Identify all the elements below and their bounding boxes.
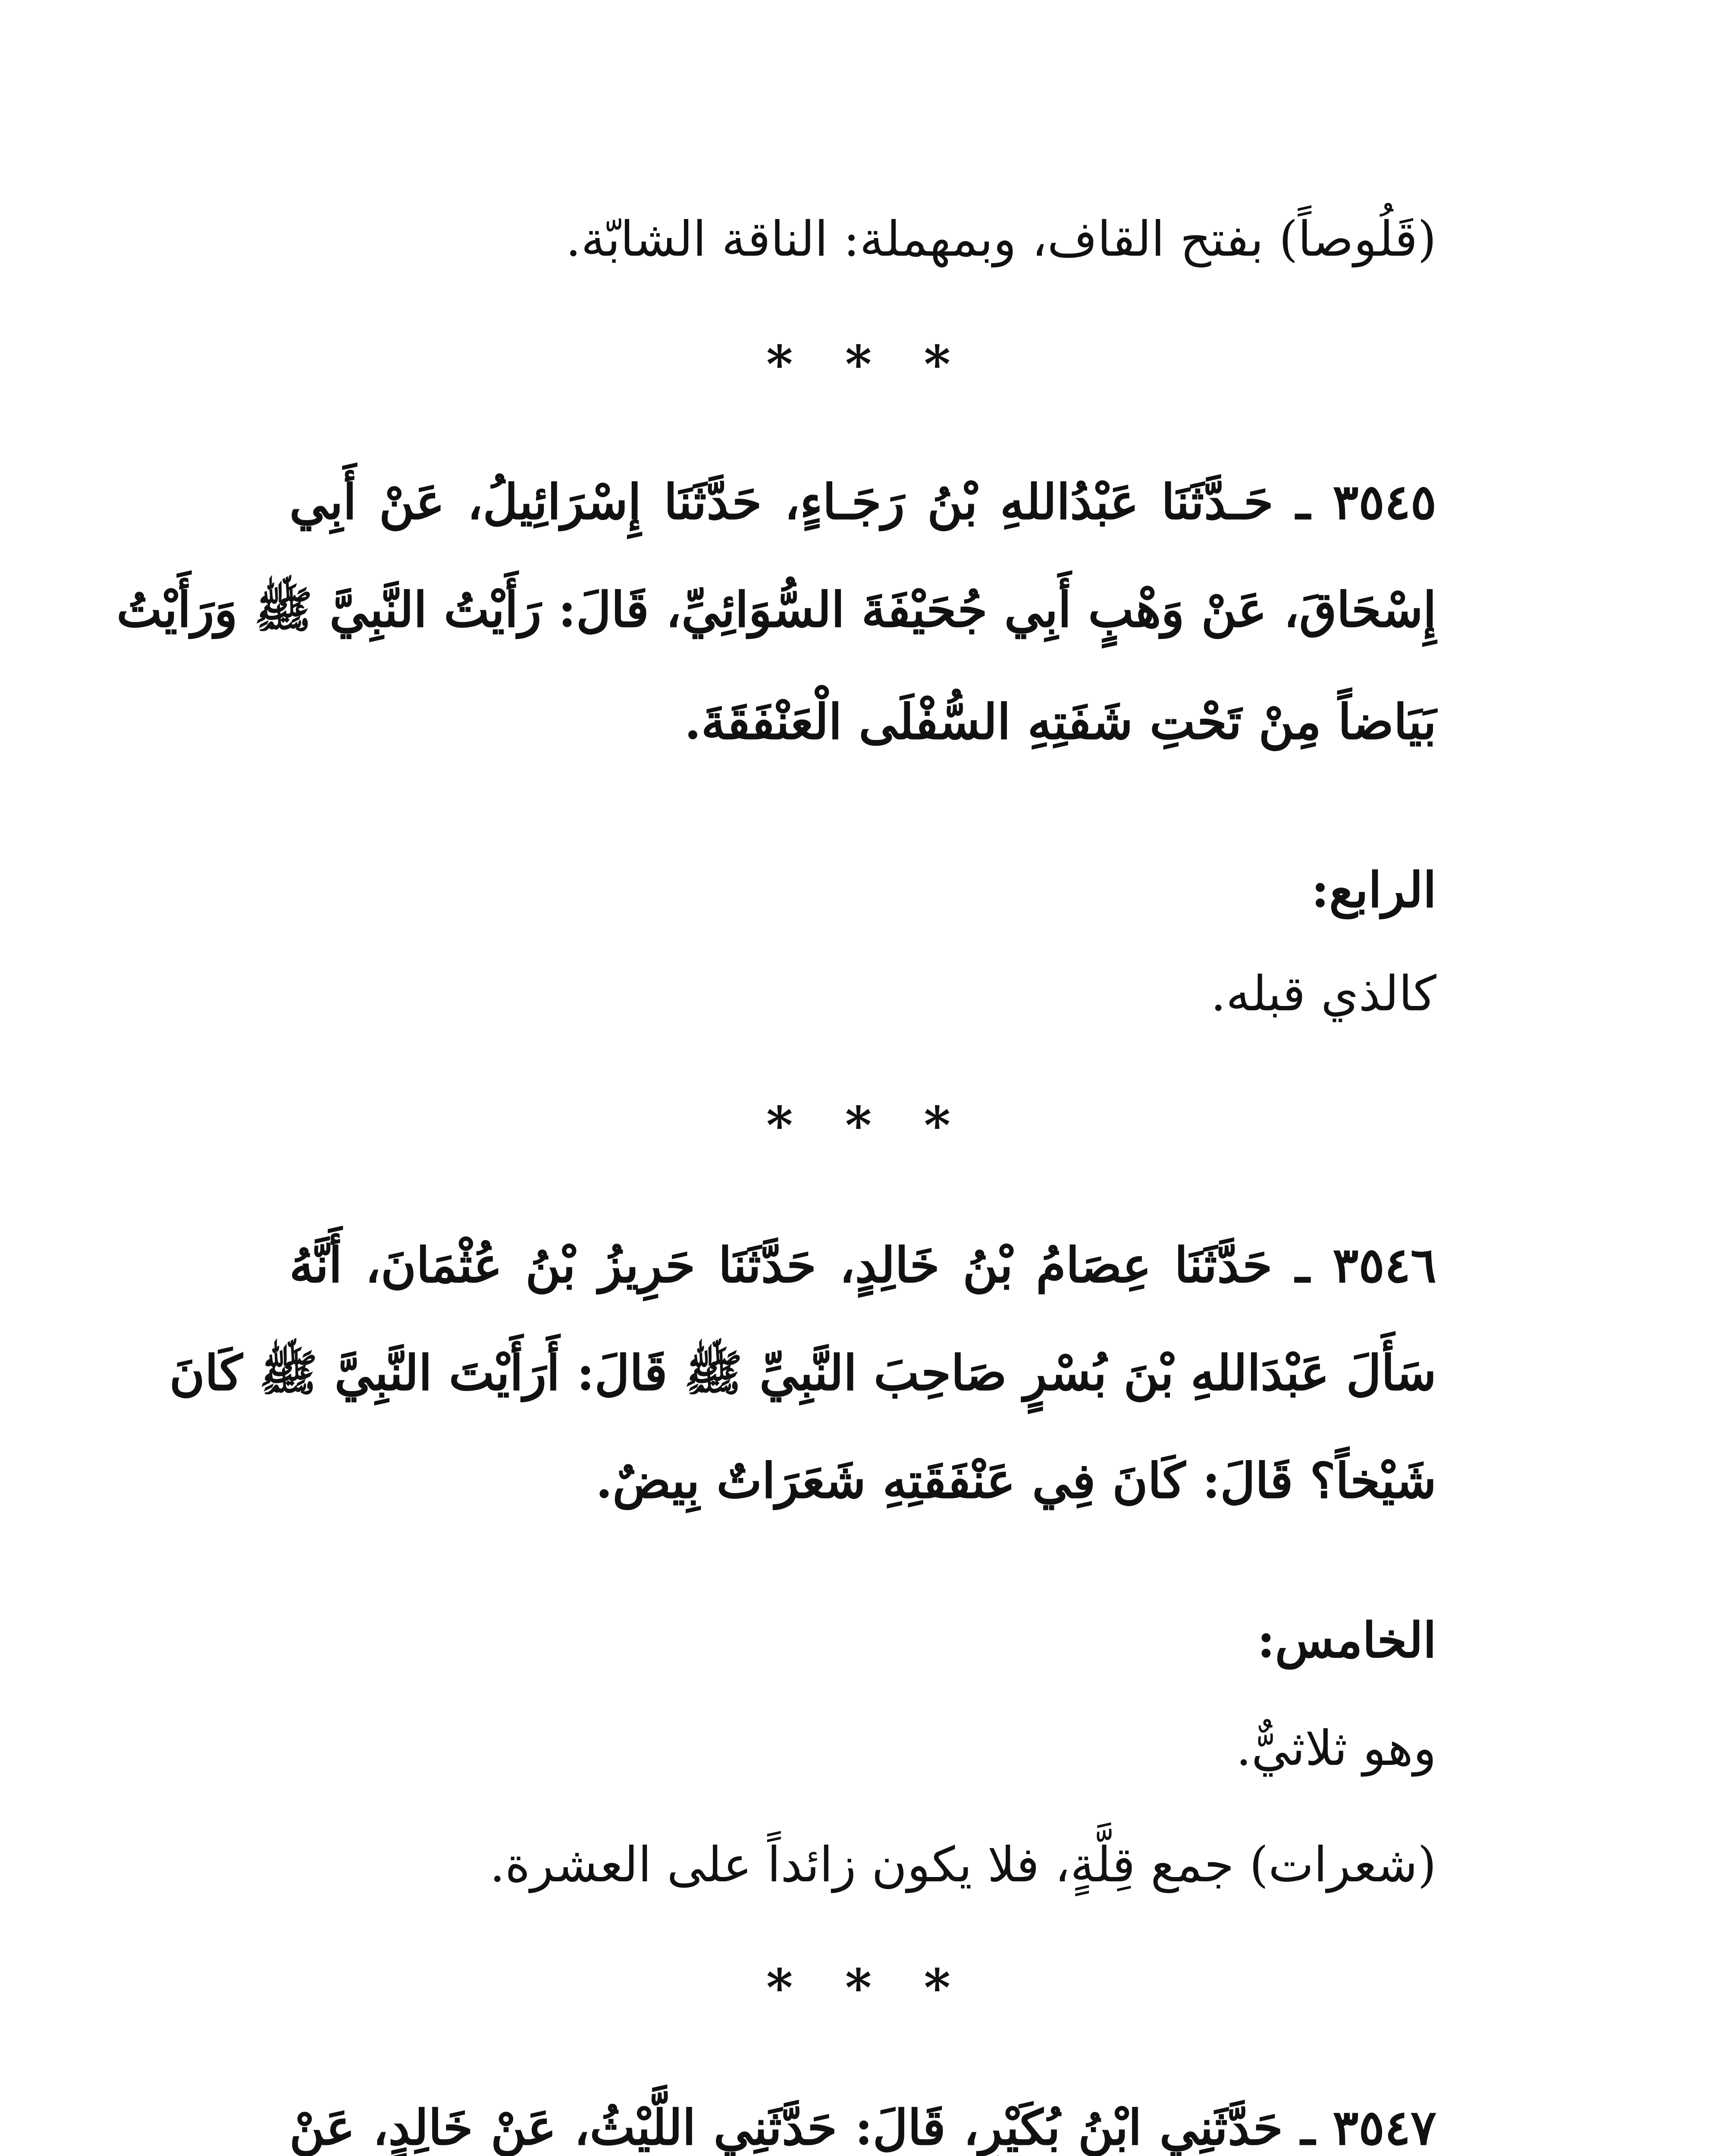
note-qalus: (قَلُوصاً) بفتح القاف، وبمهملة: الناقة الشابّة. <box>565 211 1436 267</box>
hadith-3545-line-2: إِسْحَاقَ، عَنْ وَهْبٍ أَبِي جُحَيْفَةَ السُّوَائِيِّ، قَالَ: رَأَيْتُ النَّبِيَّ ﷺ وَرَأَيْتُ <box>116 582 1436 638</box>
hadith-3545-line-3: بَيَاضاً مِنْ تَحْتِ شَفَتِهِ السُّفْلَى الْعَنْفَقَةَ. <box>684 694 1436 750</box>
heading-khamis: الخامس: <box>1257 1612 1436 1669</box>
text-khamis-2: (شعرات) جمع قِلَّةٍ، فلا يكون زائداً على العشرة. <box>489 1837 1436 1893</box>
hadith-3545-line-1: ٣٥٤٥ ـ حَـدَّثَنَا عَبْدُاللهِ بْنُ رَجَـاءٍ، حَدَّثَنَا إِسْرَائِيلُ، عَنْ أَبِي <box>289 474 1436 530</box>
section-separator: * * * <box>766 1095 968 1155</box>
hadith-3547-line-1: ٣٥٤٧ ـ حَدَّثَنِي ابْنُ بُكَيْرٍ، قَالَ: حَدَّثَنِي اللَّيْثُ، عَنْ خَالِدٍ، عَنْ <box>289 2100 1436 2156</box>
hadith-3546-line-3: شَيْخاً؟ قَالَ: كَانَ فِي عَنْفَقَتِهِ شَعَرَاتٌ بِيضٌ. <box>596 1453 1436 1509</box>
text-rabi: كالذي قبله. <box>1210 966 1436 1022</box>
hadith-3546-line-2: سَأَلَ عَبْدَاللهِ بْنَ بُسْرٍ صَاحِبَ النَّبِيِّ ﷺ قَالَ: أَرَأَيْتَ النَّبِيَّ ﷺ كَانَ <box>169 1345 1436 1401</box>
section-separator: * * * <box>766 1958 968 2018</box>
text-khamis-1: وهو ثلاثيٌّ. <box>1236 1720 1436 1777</box>
section-separator: * * * <box>766 334 968 394</box>
hadith-3546-line-1: ٣٥٤٦ ـ حَدَّثَنَا عِصَامُ بْنُ خَالِدٍ، حَدَّثَنَا حَرِيزُ بْنُ عُثْمَانَ، أَنَّهُ <box>289 1237 1436 1294</box>
heading-rabi: الرابع: <box>1311 862 1436 918</box>
